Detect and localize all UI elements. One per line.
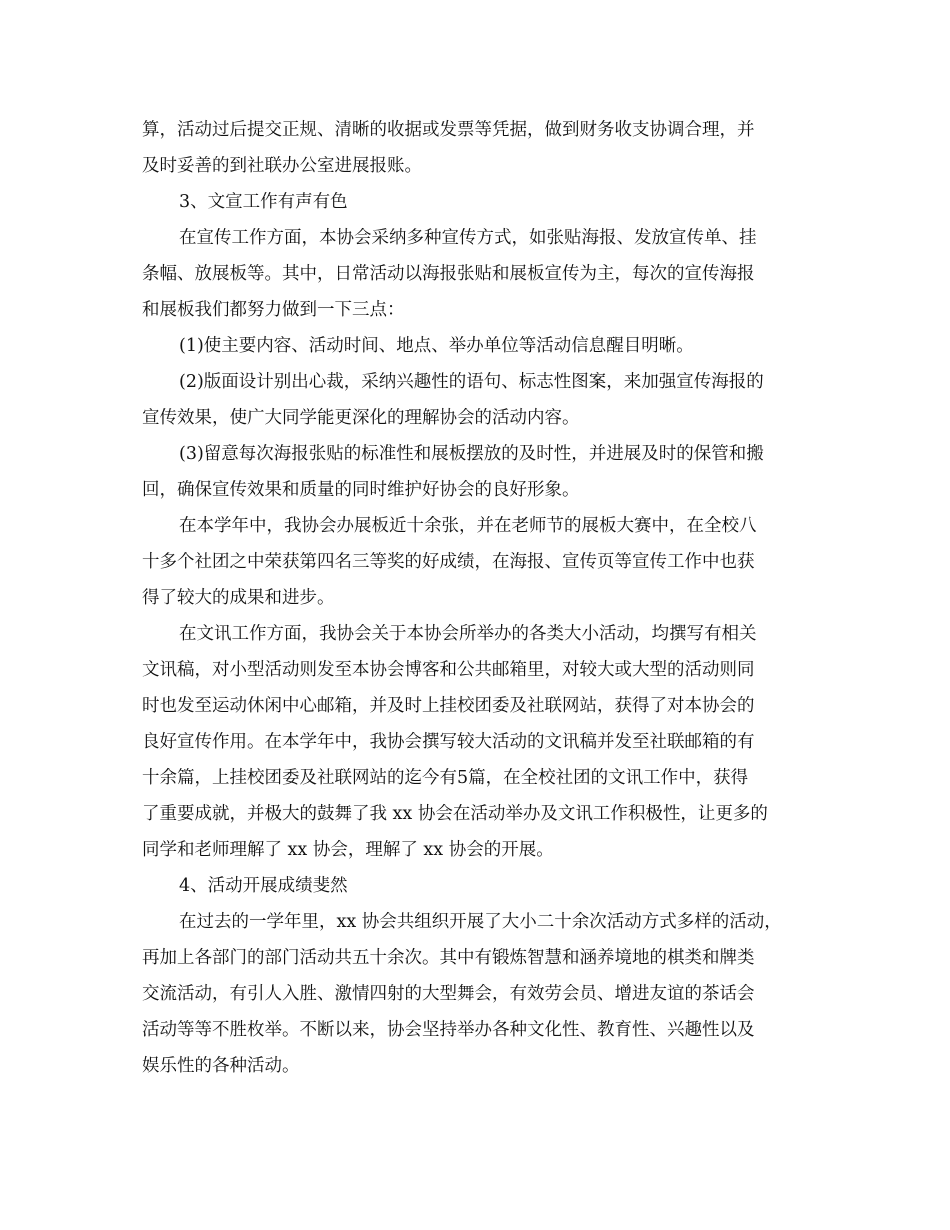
section-heading-3 — [142, 184, 812, 220]
text-line: (2)版面设计别出心裁，采纳兴趣性的语句、标志性图案，来加强宣传海报的 — [179, 372, 764, 392]
text-line: 在本学年中，我协会办展板近十余张，并在老师节的展板大赛中，在全校八 — [179, 516, 757, 536]
text-line: 回，确保宣传效果和质量的同时维护好协会的良好形象。 — [142, 480, 580, 500]
text-line: 宣传效果，使广大同学能更深化的理解协会的活动内容。 — [142, 408, 580, 428]
text-line: 文讯稿，对小型活动则发至本协会博客和公共邮箱里，对较大或大型的活动则同 — [142, 660, 755, 680]
text-line: 和展板我们都努力做到一下三点： — [142, 300, 405, 320]
list-item-3 — [142, 436, 812, 508]
text-line: 十多个社团之中荣获第四名三等奖的好成绩，在海报、宣传页等宣传工作中也获 — [142, 552, 755, 572]
paragraph-publicity — [142, 220, 812, 328]
text-line: 在过去的一学年里，xx 协会共组织开展了大小二十余次活动方式多样的活动， — [179, 912, 782, 932]
text-line: 了重要成就，并极大的鼓舞了我 xx 协会在活动举办及文讯工作积极性，让更多的 — [142, 804, 768, 824]
paragraph-activities — [142, 904, 812, 1084]
heading-text: 3、文宣工作有声有色 — [179, 192, 348, 212]
text-line: 条幅、放展板等。其中，日常活动以海报张贴和展板宣传为主，每次的宣传海报 — [142, 264, 755, 284]
text-line: 良好宣传作用。在本学年中，我协会撰写较大活动的文讯稿并发至社联邮箱的有 — [142, 732, 755, 752]
paragraph-news-writing — [142, 616, 812, 868]
text-line: 在宣传工作方面，本协会采纳多种宣传方式，如张贴海报、发放宣传单、挂 — [179, 228, 757, 248]
text-line: 十余篇，上挂校团委及社联网站的迄今有5篇，在全校社团的文讯工作中，获得 — [142, 768, 749, 788]
document-page — [142, 112, 812, 1084]
section-heading-4 — [142, 868, 812, 904]
text-line: 在文讯工作方面，我协会关于本协会所举办的各类大小活动，均撰写有相关 — [179, 624, 757, 644]
paragraph-continuation — [142, 112, 812, 184]
paragraph-exhibition — [142, 508, 812, 616]
text-line: 时也发至运动休闲中心邮箱，并及时上挂校团委及社联网站，获得了对本协会的 — [142, 696, 755, 716]
text-line: 交流活动，有引人入胜、激情四射的大型舞会，有效劳会员、增进友谊的茶话会 — [142, 984, 755, 1004]
list-item-2 — [142, 364, 812, 436]
text-line: 及时妥善的到社联办公室进展报账。 — [142, 156, 422, 176]
text-line: 同学和老师理解了 xx 协会，理解了 xx 协会的开展。 — [142, 840, 554, 860]
heading-text: 4、活动开展成绩斐然 — [179, 876, 348, 896]
text-line: 再加上各部门的部门活动共五十余次。其中有锻炼智慧和涵养境地的棋类和牌类 — [142, 948, 755, 968]
text-line: 算，活动过后提交正规、清晰的收据或发票等凭据，做到财务收支协调合理，并 — [142, 120, 755, 140]
text-line: 娱乐性的各种活动。 — [142, 1056, 300, 1076]
text-line: 得了较大的成果和进步。 — [142, 588, 335, 608]
text-line: (3)留意每次海报张贴的标准性和展板摆放的及时性，并进展及时的保管和搬 — [179, 444, 764, 464]
text-line: (1)使主要内容、活动时间、地点、举办单位等活动信息醒目明晰。 — [179, 336, 694, 356]
text-line: 活动等等不胜枚举。不断以来，协会坚持举办各种文化性、教育性、兴趣性以及 — [142, 1020, 755, 1040]
list-item-1 — [142, 328, 812, 364]
